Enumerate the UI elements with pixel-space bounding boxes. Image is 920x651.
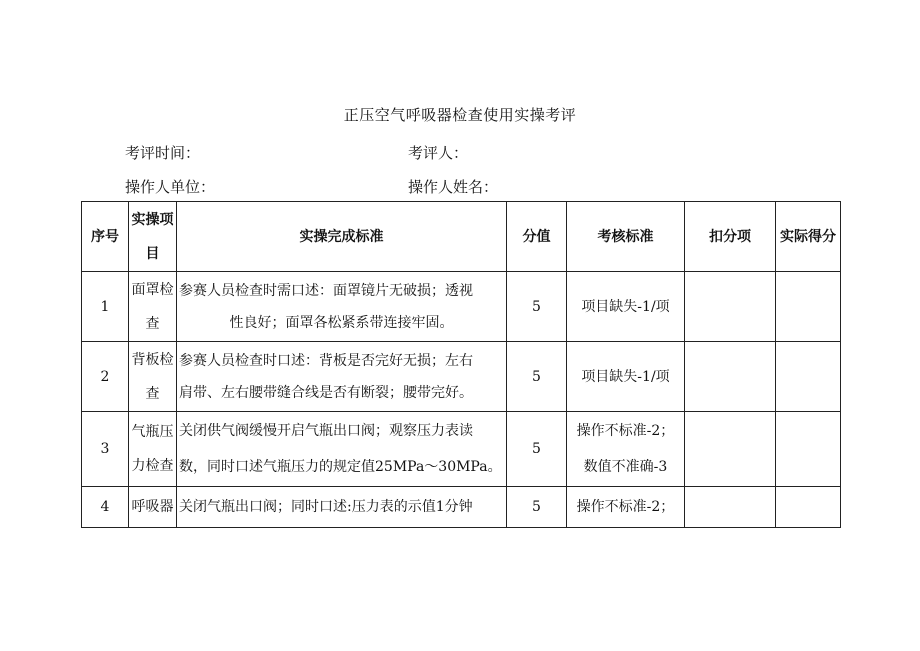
row-standard-line1: 关闭气瓶出口阀；同时口述:压力表的示值1分钟 (179, 499, 473, 515)
operator-name-label: 操作人姓名： (408, 178, 499, 196)
row-item (129, 272, 177, 342)
row-standard-line2: 性良好；面罩各松紧系带连接牢固。 (229, 314, 454, 331)
row-item-line1: 气瓶压 (131, 424, 174, 440)
row-criteria (567, 342, 685, 412)
row-standard-line1: 关闭供气阀缓慢开启气瓶出口阀；观察压力表读 (179, 423, 473, 439)
table-row (82, 342, 841, 412)
row-standard (177, 412, 507, 487)
row-item-line2: 查 (145, 385, 160, 402)
row-score: 5 (507, 487, 567, 528)
header-standard: 实操完成标准 (177, 202, 507, 272)
row-criteria (567, 412, 685, 487)
row-actual-score-cell[interactable] (776, 412, 841, 487)
document-title: 正压空气呼吸器检查使用实操考评 (343, 106, 577, 124)
row-standard-line1: 参赛人员检查时需口述：面罩镜片无破损；透视 (179, 282, 473, 299)
operator-unit-label: 操作人单位： (125, 178, 216, 196)
table-header-row (82, 202, 841, 272)
row-item (129, 412, 177, 487)
row-item-line1: 背板检 (131, 351, 174, 368)
row-actual-score-cell[interactable] (776, 342, 841, 412)
evaluation-table (81, 201, 841, 528)
table-row (82, 487, 841, 528)
row-criteria-line1: 项目缺失-1/项 (581, 298, 670, 315)
row-standard (177, 272, 507, 342)
row-standard-line2: 数，同时口述气瓶压力的规定值25MPa～30MPa。 (179, 459, 502, 475)
row-score: 5 (507, 272, 567, 342)
row-criteria-line1: 操作不标准-2； (576, 423, 675, 439)
header-item-line1: 实操项 (131, 211, 174, 228)
row-item-line2: 力检查 (131, 458, 174, 474)
row-criteria (567, 487, 685, 528)
row-item (129, 342, 177, 412)
row-deduction-cell[interactable] (685, 412, 776, 487)
row-seq: 3 (82, 412, 129, 487)
row-deduction-cell[interactable] (685, 487, 776, 528)
evaluator-label: 考评人： (408, 144, 469, 162)
header-score: 分值 (507, 202, 567, 272)
row-standard (177, 487, 507, 528)
header-criteria: 考核标准 (567, 202, 685, 272)
row-actual-score-cell[interactable] (776, 272, 841, 342)
row-criteria-line1: 项目缺失-1/项 (581, 368, 670, 385)
row-score: 5 (507, 412, 567, 487)
row-seq: 4 (82, 487, 129, 528)
header-seq: 序号 (82, 202, 129, 272)
row-seq: 1 (82, 272, 129, 342)
header-actual: 实际得分 (776, 202, 841, 272)
table-row (82, 272, 841, 342)
row-criteria-line2: 数值不准确-3 (583, 459, 668, 475)
row-criteria (567, 272, 685, 342)
row-seq: 2 (82, 342, 129, 412)
header-item (129, 202, 177, 272)
row-item-line1: 面罩检 (131, 281, 174, 298)
row-item-line2: 查 (145, 315, 160, 332)
row-standard (177, 342, 507, 412)
table-row (82, 412, 841, 487)
row-criteria-line1: 操作不标准-2； (576, 499, 675, 515)
row-standard-line2: 肩带、左右腰带缝合线是否有断裂；腰带完好。 (179, 384, 473, 401)
row-item-line1: 呼吸器 (131, 499, 174, 515)
row-item (129, 487, 177, 528)
row-score: 5 (507, 342, 567, 412)
row-deduction-cell[interactable] (685, 272, 776, 342)
header-deduction: 扣分项 (685, 202, 776, 272)
header-item-line2: 目 (145, 245, 160, 262)
row-deduction-cell[interactable] (685, 342, 776, 412)
row-standard-line1: 参赛人员检查时口述：背板是否完好无损；左右 (179, 352, 473, 369)
row-actual-score-cell[interactable] (776, 487, 841, 528)
eval-time-label: 考评时间： (125, 144, 201, 162)
